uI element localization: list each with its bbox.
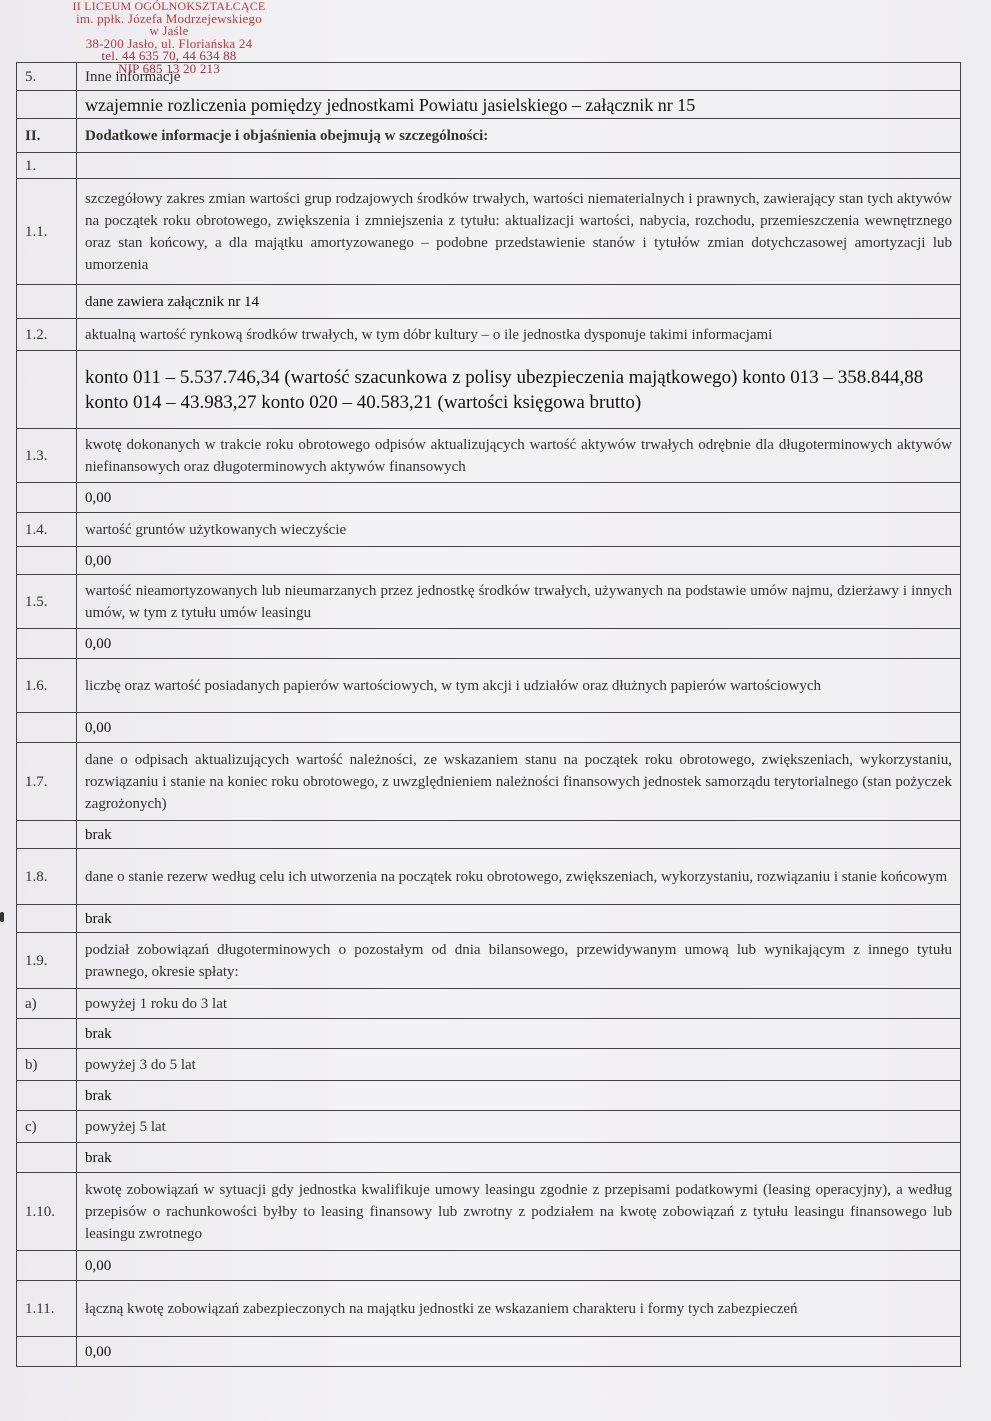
stamp-line-2: im. ppłk. Józefa Modrzejewskiego: [76, 10, 262, 26]
row-value: dane zawiera załącznik nr 14: [77, 285, 961, 319]
row-number: a): [17, 989, 77, 1019]
row-value: 0,00: [77, 1337, 961, 1367]
table-row: [17, 63, 961, 91]
table-row: [17, 905, 961, 933]
row-value: 0,00: [77, 547, 961, 575]
table-row: [17, 351, 961, 429]
row-description: kwotę dokonanych w trakcie roku obrotowego odpisów aktualizujących wartość aktywów trwałych odrębnie dla długoterminowych aktywów niefinansowych oraz długoterminowych aktywów finansowych: [77, 429, 961, 483]
row-description: powyżej 1 roku do 3 lat: [77, 989, 961, 1019]
row-number: [17, 351, 77, 429]
row-description: dane o odpisach aktualizujących wartość należności, ze wskazaniem stanu na początek roku obrotowego, zwiększeniach, wykorzystaniu, rozwiązaniu i stanie na koniec roku obrotowego, z uwzględnieniem należności finansowych jednostek samorządu terytorialnego (stan pożyczek zagrożonych): [77, 743, 961, 821]
row-value: wzajemnie rozliczenia pomiędzy jednostkami Powiatu jasielskiego – załącznik nr 15: [77, 91, 961, 119]
stamp-line-1: II LICEUM OGÓLNOKSZTAŁCĄCE: [72, 0, 266, 13]
table-row: [17, 429, 961, 483]
section-heading: Dodatkowe informacje i objaśnienia obejmują w szczególności:: [77, 119, 961, 153]
row-number: b): [17, 1049, 77, 1081]
table-row: [17, 547, 961, 575]
row-description: wartość nieamortyzowanych lub nieumarzanych przez jednostkę środków trwałych, używanych na podstawie umów najmu, dzierżawy i innych umów, w tym z tytułu umów leasingu: [77, 575, 961, 629]
table-row: [17, 179, 961, 285]
row-label: Inne informacje: [77, 63, 961, 91]
row-value: 0,00: [77, 1251, 961, 1281]
row-value: brak: [77, 1081, 961, 1111]
row-number: 1.10.: [17, 1173, 77, 1251]
row-number: 5.: [17, 63, 77, 91]
table-row: [17, 483, 961, 513]
row-value: 0,00: [77, 713, 961, 743]
row-value: brak: [77, 1143, 961, 1173]
row-number: 1.3.: [17, 429, 77, 483]
row-number: [17, 1337, 77, 1367]
row-description: szczegółowy zakres zmian wartości grup rodzajowych środków trwałych, wartości niematerialnych i prawnych, zawierający stan tych aktywów na początek roku obrotowego, zwiększenia i zmniejszenia z tytułu: aktualizacji wartości, nabycia, rozchodu, przemieszczenia wewnętrznego oraz stan końcowy, a dla majątku amortyzowanego – podobne przedstawienie stanów i tytułów zmian dotychczasowej amortyzacji lub umorzenia: [77, 179, 961, 285]
table-row: [17, 743, 961, 821]
notes-table: [16, 62, 961, 1367]
table-row: [17, 933, 961, 989]
table-row: [17, 989, 961, 1019]
row-description: kwotę zobowiązań w sytuacji gdy jednostka kwalifikuje umowy leasingu zgodnie z przepisami podatkowymi (leasing operacyjny), a według przepisów o rachunkowości byłby to leasing finansowy lub zwrotny z podziałem na kwotę zobowiązań z tytułu leasingu finansowego lub leasingu zwrotnego: [77, 1173, 961, 1251]
table-row: [17, 849, 961, 905]
stamp-line-5: tel. 44 635 70, 44 634 88: [101, 48, 237, 63]
row-number: 1.7.: [17, 743, 77, 821]
row-number: [17, 629, 77, 659]
row-description: łączną kwotę zobowiązań zabezpieczonych na majątku jednostki ze wskazaniem charakteru i formy tych zabezpieczeń: [77, 1281, 961, 1337]
row-number: c): [17, 1111, 77, 1143]
table-row: [17, 659, 961, 713]
table-row: [17, 319, 961, 351]
row-description: powyżej 3 do 5 lat: [77, 1049, 961, 1081]
stamp-line-6: NIP 685 13 20 213: [118, 60, 220, 76]
row-number: 1.1.: [17, 179, 77, 285]
row-number: 1.11.: [17, 1281, 77, 1337]
table-row: [17, 1143, 961, 1173]
row-description: podział zobowiązań długoterminowych o pozostałym od dnia bilansowego, przewidywanym umową lub wynikającym z innego tytułu prawnego, okresie spłaty:: [77, 933, 961, 989]
row-number: [17, 1251, 77, 1281]
row-value: brak: [77, 905, 961, 933]
table-row: [17, 1173, 961, 1251]
table-row: [17, 1281, 961, 1337]
row-number: 1.8.: [17, 849, 77, 905]
row-value: 0,00: [77, 629, 961, 659]
table-row: [17, 119, 961, 153]
table-row: [17, 1251, 961, 1281]
row-number: [17, 905, 77, 933]
table-row: [17, 575, 961, 629]
binder-hole-mark: [0, 912, 4, 922]
row-number: [17, 285, 77, 319]
row-description: aktualną wartość rynkową środków trwałych, w tym dóbr kultury – o ile jednostka dysponuje takimi informacjami: [77, 319, 961, 351]
table-row: [17, 821, 961, 849]
row-description: wartość gruntów użytkowanych wieczyście: [77, 513, 961, 547]
section-number: II.: [17, 119, 77, 153]
table-row: [17, 153, 961, 179]
row-value: konto 011 – 5.537.746,34 (wartość szacunkowa z polisy ubezpieczenia majątkowego) konto 013 – 358.844,88 konto 014 – 43.983,27 konto 020 – 40.583,21 (wartości księgowa brutto): [77, 351, 961, 429]
table-row: [17, 1019, 961, 1049]
row-number: 1.4.: [17, 513, 77, 547]
row-number: [17, 821, 77, 849]
row-description: liczbę oraz wartość posiadanych papierów wartościowych, w tym akcji i udziałów oraz dłużnych papierów wartościowych: [77, 659, 961, 713]
row-description: dane o stanie rezerw według celu ich utworzenia na początek roku obrotowego, zwiększeniach, wykorzystaniu, rozwiązaniu i stanie końcowym: [77, 849, 961, 905]
row-description: powyżej 5 lat: [77, 1111, 961, 1143]
table-row: [17, 285, 961, 319]
row-number: 1.5.: [17, 575, 77, 629]
row-number: 1.: [17, 153, 77, 179]
row-number: [17, 91, 77, 119]
table-row: [17, 91, 961, 119]
table-row: [17, 1081, 961, 1111]
table-row: [17, 513, 961, 547]
row-number: [17, 1143, 77, 1173]
row-number: 1.2.: [17, 319, 77, 351]
table-row: [17, 1337, 961, 1367]
stamp-line-4: 38-200 Jasło, ul. Floriańska 24: [85, 35, 253, 51]
row-value: 0,00: [77, 483, 961, 513]
row-number: [17, 1019, 77, 1049]
table-row: [17, 713, 961, 743]
row-label: [77, 153, 961, 179]
row-value: brak: [77, 821, 961, 849]
row-number: [17, 547, 77, 575]
stamp-line-3: w Jaśle: [149, 23, 189, 38]
table-row: [17, 629, 961, 659]
table-row: [17, 1049, 961, 1081]
row-number: [17, 1081, 77, 1111]
row-value: brak: [77, 1019, 961, 1049]
row-number: 1.6.: [17, 659, 77, 713]
row-number: [17, 713, 77, 743]
row-number: 1.9.: [17, 933, 77, 989]
row-number: [17, 483, 77, 513]
table-row: [17, 1111, 961, 1143]
